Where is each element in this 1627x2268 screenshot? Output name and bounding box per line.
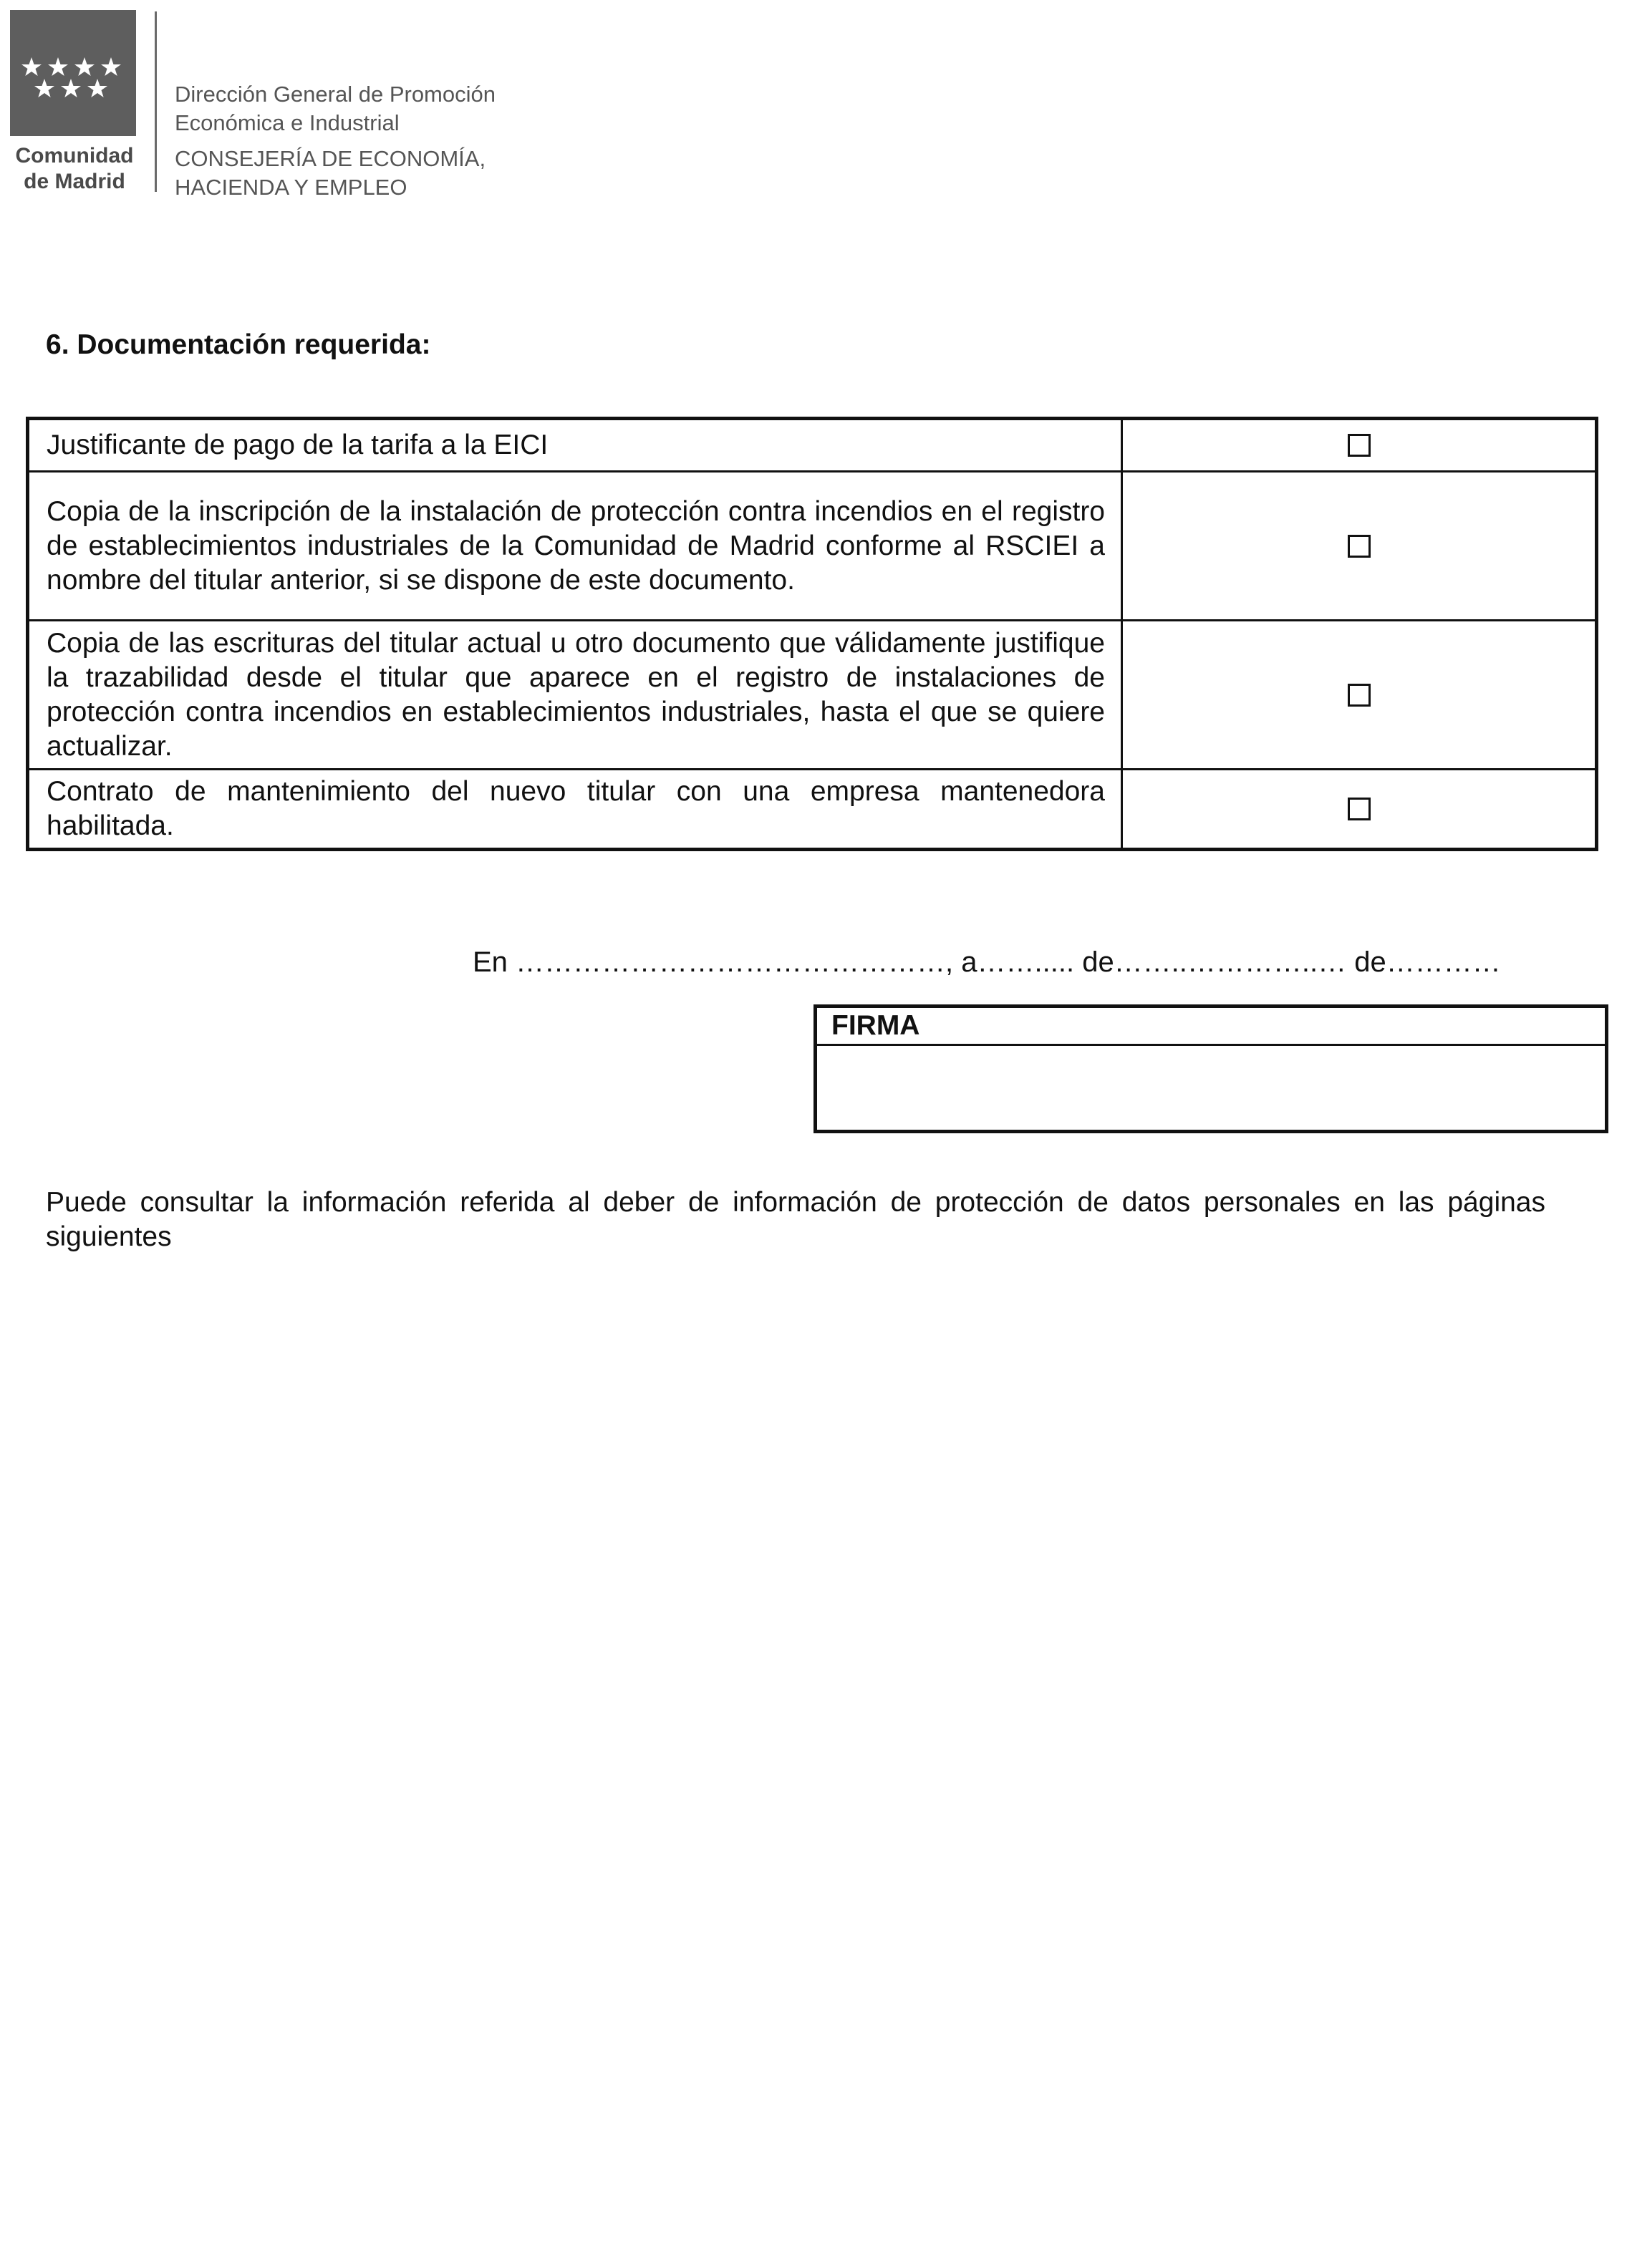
logo-name xyxy=(10,143,139,195)
department-line1: Dirección General de Promoción xyxy=(175,82,496,107)
table-row xyxy=(28,419,1597,472)
table-row xyxy=(28,770,1597,850)
department-line2: Económica e Industrial xyxy=(175,110,400,135)
star-icons xyxy=(10,10,136,136)
department-name xyxy=(175,80,496,137)
star-icon xyxy=(21,57,42,76)
star-icon xyxy=(61,79,81,97)
document-checkbox-cell xyxy=(1122,472,1597,621)
document-description: Copia de las escrituras del titular actual u otro documento que válidamente justifique la trazabilidad desde el titular que aparece en el registro de instalaciones de protección contra incendios en establecimientos industriales, hasta el que se quiere actualizar. xyxy=(28,621,1122,770)
star-icon xyxy=(74,57,95,76)
document-checkbox-cell xyxy=(1122,419,1597,472)
document-description: Contrato de mantenimiento del nuevo titular con una empresa mantenedora habilitada. xyxy=(28,770,1122,850)
star-icon xyxy=(87,79,107,97)
documentation-table xyxy=(26,417,1598,851)
document-description: Justificante de pago de la tarifa a la EICI xyxy=(28,419,1122,472)
header-divider xyxy=(155,11,157,192)
document-description: Copia de la inscripción de la instalación de protección contra incendios en el registro de establecimientos industriales de la Comunidad de Madrid conforme al RSCIEI a nombre del titular anterior, si se dispone de este documento. xyxy=(28,472,1122,621)
document-checkbox[interactable] xyxy=(1348,434,1371,457)
document-checkbox[interactable] xyxy=(1348,798,1371,820)
logo-stars-emblem xyxy=(10,10,136,136)
data-protection-note: Puede consultar la información referida al deber de información de protección de datos personales en las páginas siguientes xyxy=(46,1187,1545,1252)
logo-comunidad-de-madrid xyxy=(10,10,139,195)
signature-label: FIRMA xyxy=(817,1008,1605,1046)
star-icon xyxy=(34,79,54,97)
section-title: 6. Documentación requerida: xyxy=(46,329,431,360)
signature-box[interactable] xyxy=(814,1004,1608,1133)
logo-name-line2: de Madrid xyxy=(24,170,125,193)
table-row xyxy=(28,472,1597,621)
document-checkbox[interactable] xyxy=(1348,535,1371,558)
logo-name-line1: Comunidad xyxy=(15,144,134,168)
place-date-line[interactable]: En ………………………………………, a……..... de……..…………..… de………… xyxy=(473,946,1501,978)
star-icon xyxy=(101,57,121,76)
consejeria-name xyxy=(175,145,486,202)
consejeria-line2: HACIENDA Y EMPLEO xyxy=(175,175,407,200)
document-checkbox[interactable] xyxy=(1348,684,1371,707)
document-checkbox-cell xyxy=(1122,621,1597,770)
star-icon xyxy=(48,57,68,76)
table-row xyxy=(28,621,1597,770)
document-checkbox-cell xyxy=(1122,770,1597,850)
consejeria-line1: CONSEJERÍA DE ECONOMÍA, xyxy=(175,146,486,171)
